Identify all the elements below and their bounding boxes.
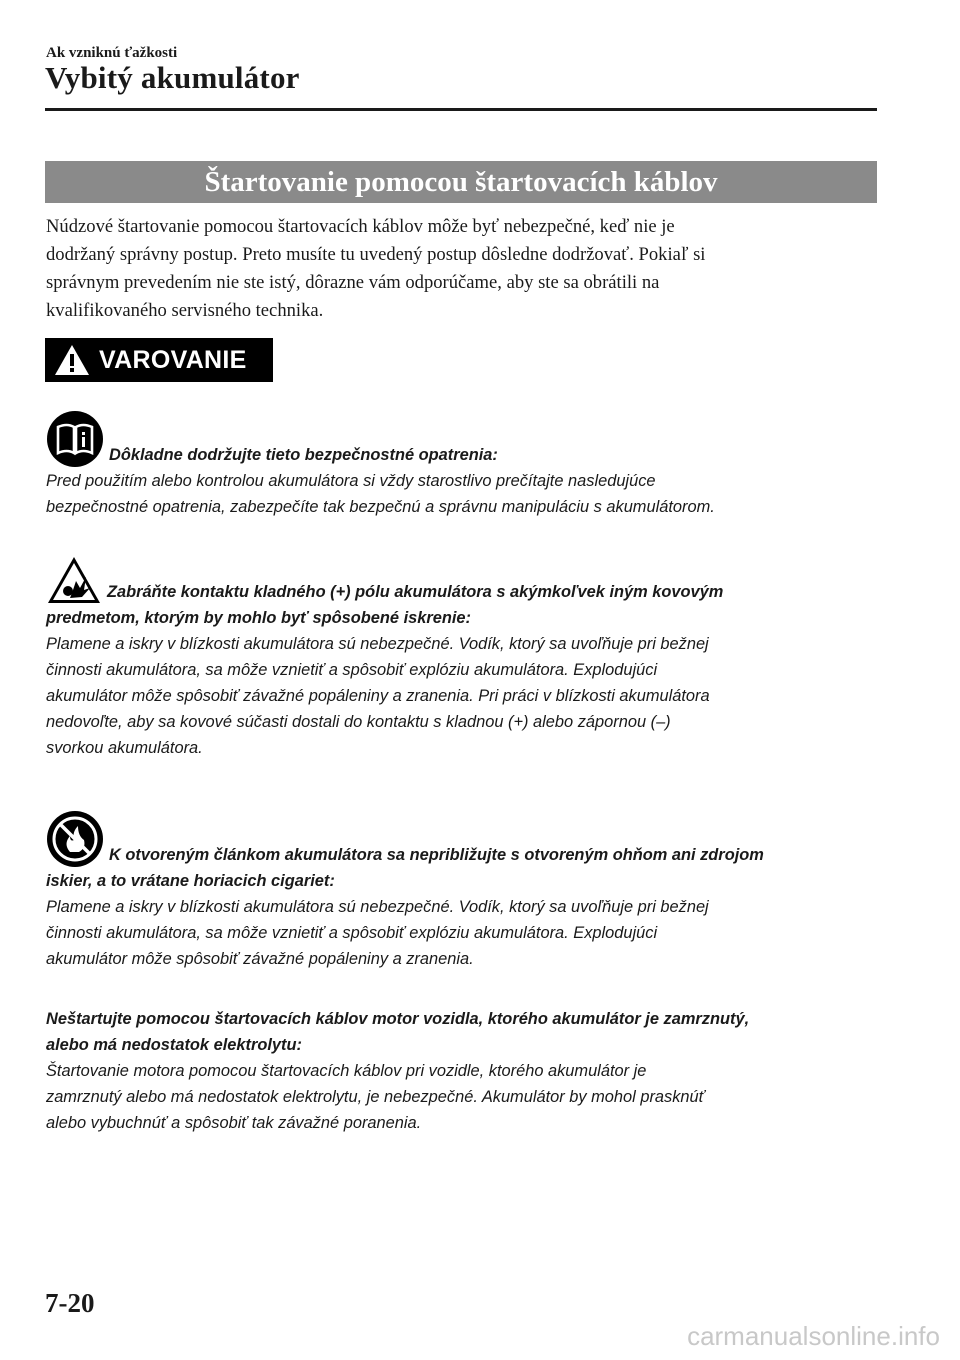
block-text-line: Pred použitím alebo kontrolou akumulátora si vždy starostlivo prečítajte nasledujúce (46, 472, 656, 490)
block-heading-cont: predmetom, ktorým by mohlo byť spôsobené iskrenie: (46, 609, 471, 627)
block-heading: Zabráňte kontaktu kladného (+) pólu akumulátora s akýmkoľvek iným kovovým (107, 583, 724, 601)
intro-line: správnym prevedením nie ste istý, dôrazne vám odporúčame, aby ste sa obrátili na (46, 272, 660, 293)
block-text-line: Plamene a iskry v blízkosti akumulátora sú nebezpečné. Vodík, ktorý sa uvoľňuje pri bežnej (46, 635, 709, 653)
block-text-line: zamrznutý alebo má nedostatok elektrolytu, je nebezpečné. Akumulátor by mohol prasknúť (46, 1088, 705, 1106)
breadcrumb: Ak vzniknú ťažkosti (46, 45, 178, 61)
block-text-line: akumulátor môže spôsobiť závažné popáleniny a zranenia. (46, 950, 474, 968)
page-title: Vybitý akumulátor (45, 60, 300, 95)
block-heading: Dôkladne dodržujte tieto bezpečnostné opatrenia: (109, 446, 498, 464)
no-open-flame-icon (46, 810, 104, 868)
warning-block-frozen-battery (46, 1006, 906, 1136)
intro-line: kvalifikovaného servisného technika. (46, 300, 324, 321)
warning-badge (45, 338, 273, 382)
title-rule (45, 108, 877, 111)
intro-paragraph (46, 213, 881, 325)
block-text-line: alebo vybuchnúť a spôsobiť tak závažné poranenia. (46, 1114, 422, 1132)
block-text-line: nedovoľte, aby sa kovové súčasti dostali do kontaktu s kladnou (+) alebo zápornou (–) (46, 713, 671, 731)
warning-block-positive-terminal (46, 555, 906, 761)
book-info-icon (46, 410, 104, 468)
block-text-line: činnosti akumulátora, sa môže vznietiť a spôsobiť explóziu akumulátora. Explodujúci (46, 661, 658, 679)
intro-line: dodržaný správny postup. Preto musíte tu uvedený postup dôsledne dodržovať. Pokiaľ si (46, 244, 706, 265)
block-heading-cont: alebo má nedostatok elektrolytu: (46, 1036, 302, 1054)
block-text-line: svorkou akumulátora. (46, 739, 203, 757)
block-text-line: bezpečnostné opatrenia, zabezpečíte tak bezpečnú a správnu manipuláciu s akumulátorom. (46, 498, 715, 516)
intro-line: Núdzové štartovanie pomocou štartovacích káblov môže byť nebezpečné, keď nie je (46, 216, 675, 237)
warning-block-open-flame (46, 810, 906, 972)
explosion-warning-icon (46, 555, 102, 605)
watermark: carmanualsonline.info (687, 1321, 940, 1351)
warning-label: VAROVANIE (99, 345, 247, 374)
block-text-line: činnosti akumulátora, sa môže vznietiť a spôsobiť explóziu akumulátora. Explodujúci (46, 924, 658, 942)
block-heading: Neštartujte pomocou štartovacích káblov motor vozidla, ktorého akumulátor je zamrznutý, (46, 1010, 750, 1028)
block-text-line: Plamene a iskry v blízkosti akumulátora sú nebezpečné. Vodík, ktorý sa uvoľňuje pri bežnej (46, 898, 709, 916)
block-text-line: Štartovanie motora pomocou štartovacích káblov pri vozidle, ktorého akumulátor je (46, 1062, 647, 1080)
block-heading-cont: iskier, a to vrátane horiacich cigariet: (46, 872, 335, 890)
page-number: 7-20 (45, 1288, 95, 1318)
section-banner: Štartovanie pomocou štartovacích káblov (45, 161, 877, 203)
block-text-line: akumulátor môže spôsobiť závažné popáleniny a zranenia. Pri práci v blízkosti akumulátora (46, 687, 710, 705)
warning-block-read-precautions (46, 410, 906, 520)
block-heading: K otvoreným článkom akumulátora sa nepribližujte s otvoreným ohňom ani zdrojom (109, 846, 764, 864)
warning-triangle-icon (53, 343, 91, 377)
